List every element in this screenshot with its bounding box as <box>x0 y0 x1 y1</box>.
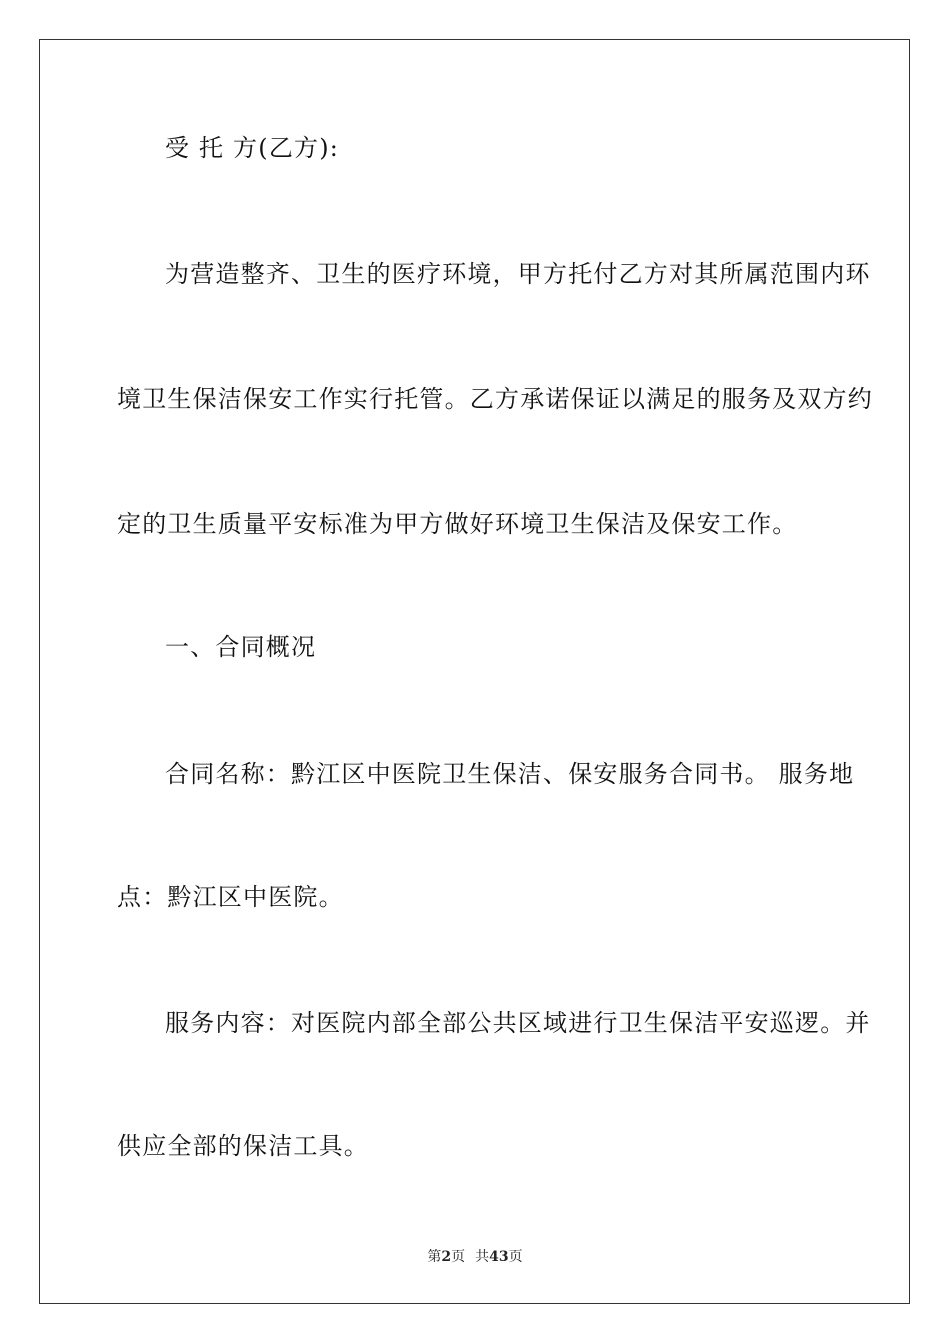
paragraph-line: 定的卫生质量平安标准为甲方做好环境卫生保洁及保安工作。 <box>117 510 798 538</box>
total-prefix: 共 <box>475 1249 490 1265</box>
paragraph-line: 服务内容：对医院内部全部公共区域进行卫生保洁平安巡逻。并 <box>165 1009 871 1037</box>
page-border <box>39 39 910 1304</box>
page-footer <box>0 1248 950 1266</box>
paragraph-line: 供应全部的保洁工具。 <box>117 1132 369 1160</box>
page-number: 2 <box>441 1249 452 1265</box>
paragraph-line: 合同名称：黔江区中医院卫生保洁、保安服务合同书。 服务地 <box>165 760 855 788</box>
paragraph-line: 为营造整齐、卫生的医疗环境，甲方托付乙方对其所属范围内环 <box>165 260 871 288</box>
paragraph-line: 境卫生保洁保安工作实行托管。乙方承诺保证以满足的服务及双方约 <box>117 385 873 413</box>
total-suffix: 页 <box>508 1249 523 1265</box>
entrusted-party-line: 受 托 方(乙方): <box>165 134 340 162</box>
page-prefix: 第 <box>427 1249 442 1265</box>
total-pages: 43 <box>489 1249 509 1265</box>
paragraph-line: 点：黔江区中医院。 <box>117 883 344 911</box>
section-heading: 一、合同概况 <box>165 633 317 661</box>
page-suffix: 页 <box>451 1249 466 1265</box>
